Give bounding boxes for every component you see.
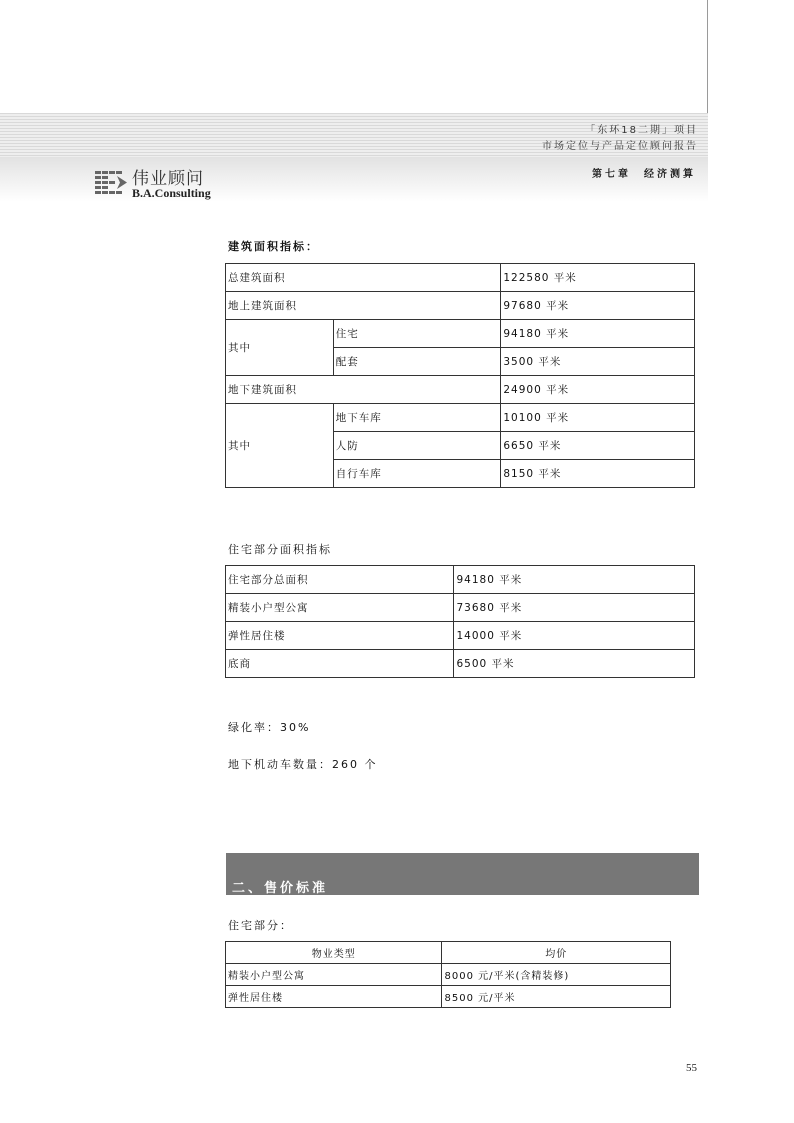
- cell-value: 6650 平米: [501, 432, 695, 460]
- project-title: 「东环18二期」项目: [585, 125, 698, 136]
- cell-label: 精装小户型公寓: [226, 594, 454, 622]
- residential-area-title: 住宅部分面积指标: [228, 543, 332, 556]
- table-row: [226, 986, 671, 1008]
- cell-label: 配套: [333, 348, 501, 376]
- cell-label: 弹性居住楼: [226, 622, 454, 650]
- cell-label: 总建筑面积: [226, 264, 501, 292]
- cell-value: 97680 平米: [501, 292, 695, 320]
- cell-label: 地上建筑面积: [226, 292, 501, 320]
- table-row: [226, 594, 695, 622]
- chapter-title: 第七章 经济测算: [592, 169, 696, 180]
- page-number: 55: [686, 1062, 697, 1074]
- table-row: [226, 566, 695, 594]
- cell-value: 8000 元/平米(含精装修): [442, 964, 671, 986]
- cell-label: 底商: [226, 650, 454, 678]
- green-rate: 绿化率：30%: [228, 721, 311, 734]
- table-row: [226, 264, 695, 292]
- cell-label: 自行车库: [333, 460, 501, 488]
- cell-value: 94180 平米: [454, 566, 695, 594]
- table-row: [226, 320, 695, 348]
- report-title: 市场定位与产品定位顾问报告: [542, 141, 698, 152]
- logo-name-en: B.A.Consulting: [132, 186, 211, 200]
- parking-count: 地下机动车数量：260 个: [228, 758, 378, 771]
- residential-area-table: [225, 565, 695, 678]
- cell-value: 10100 平米: [501, 404, 695, 432]
- table-header-row: [226, 942, 671, 964]
- cell-value: 73680 平米: [454, 594, 695, 622]
- table-row: [226, 650, 695, 678]
- cell-group-label: 其中: [226, 404, 334, 488]
- section-title: 二、售价标准: [232, 881, 329, 896]
- cell-value: 8500 元/平米: [442, 986, 671, 1008]
- cell-label: 人防: [333, 432, 501, 460]
- cell-value: 14000 平米: [454, 622, 695, 650]
- cell-label: 弹性居住楼: [226, 986, 442, 1008]
- cell-group-label: 其中: [226, 320, 334, 376]
- table-row: [226, 292, 695, 320]
- column-header: 均价: [442, 942, 671, 964]
- column-header: 物业类型: [226, 942, 442, 964]
- cell-label: 住宅部分总面积: [226, 566, 454, 594]
- cell-label: 地下车库: [333, 404, 501, 432]
- cell-value: 122580 平米: [501, 264, 695, 292]
- cell-value: 6500 平米: [454, 650, 695, 678]
- table-row: [226, 404, 695, 432]
- table-row: [226, 622, 695, 650]
- company-logo: [95, 164, 245, 204]
- cell-value: 8150 平米: [501, 460, 695, 488]
- cell-label: 住宅: [333, 320, 501, 348]
- section-heading-band: [226, 853, 699, 895]
- price-table: [225, 941, 671, 1008]
- logo-mark-icon: [95, 167, 129, 199]
- cell-label: 精装小户型公寓: [226, 964, 442, 986]
- cell-label: 地下建筑面积: [226, 376, 501, 404]
- table-row: [226, 376, 695, 404]
- cell-value: 3500 平米: [501, 348, 695, 376]
- residential-price-title: 住宅部分：: [228, 919, 293, 932]
- logo-name-cn: 伟业顾问: [132, 169, 204, 189]
- building-area-table: [225, 263, 695, 488]
- cell-value: 94180 平米: [501, 320, 695, 348]
- table-row: [226, 964, 671, 986]
- cell-value: 24900 平米: [501, 376, 695, 404]
- building-area-title: 建筑面积指标：: [228, 240, 319, 253]
